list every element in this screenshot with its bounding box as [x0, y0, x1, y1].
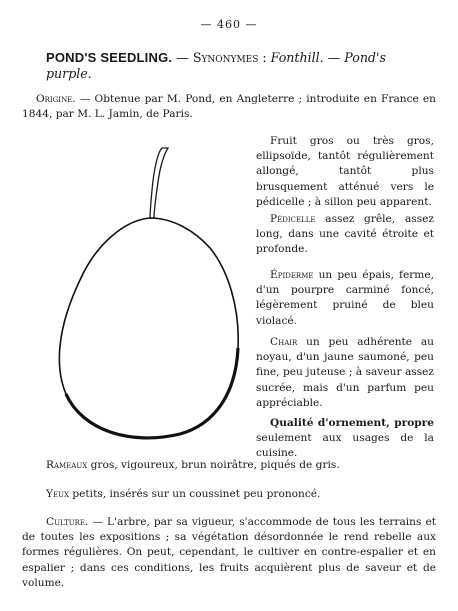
- skin-label: Épiderme: [270, 269, 314, 281]
- variety-heading: [46, 50, 431, 82]
- synonyms-label: — Synonymes :: [176, 50, 267, 65]
- fruit-stem: [150, 148, 168, 218]
- cultivation-text: — L'arbre, par sa vigueur, s'accommode de tous les terrains et de toutes les expositions ; sa végétation désordonnée le rend rebelle aux formes régulières. On peut, cependant, le cultiver en contre-espalier et en espalier ; dans ces conditions, les fruits acquièrent plus de saveur et de volume.: [22, 516, 436, 589]
- buds-paragraph: [46, 487, 436, 502]
- buds-text: petits, insérés sur un coussinet peu prononcé.: [72, 488, 321, 500]
- flesh-text: un peu adhérente au noyau, d'un jaune saumoné, peu fine, peu juteuse ; à saveur assez sucrée, mais d'un parfum peu appréciable.: [256, 336, 434, 409]
- flesh-paragraph: [256, 335, 434, 411]
- page-number: — 460 —: [200, 18, 258, 31]
- quality-label: Qualité d'ornement, propre: [270, 417, 434, 429]
- pedicel-text: assez grêle, assez long, dans une cavité étroite et profonde.: [256, 213, 434, 256]
- fruit-paragraph: Fruit gros ou très gros, ellipsoïde, tantôt régulièrement allongé, tantôt plus brusquement atténué vers le pédicelle ; à sillon peu apparent.: [256, 135, 434, 208]
- cultivation-label: Culture.: [46, 516, 89, 528]
- cultivation-paragraph: [22, 515, 436, 591]
- variety-name: POND'S SEEDLING.: [46, 50, 173, 65]
- origin-label: Origine.: [36, 93, 76, 105]
- quality-text: seulement aux usages de la cuisine.: [256, 432, 434, 460]
- pedicel-paragraph: [256, 212, 434, 258]
- branches-label: Rameaux: [46, 459, 88, 471]
- origin-paragraph: [22, 92, 436, 122]
- fruit-outline: [59, 218, 238, 438]
- flesh-label: Chair: [270, 336, 298, 348]
- plum-illustration: [30, 140, 250, 450]
- pedicel-label: Pédicelle: [270, 213, 316, 225]
- skin-paragraph: [256, 268, 434, 329]
- synonyms: Fonthill. — Pond's purple.: [46, 50, 386, 81]
- buds-label: Yeux: [46, 488, 69, 500]
- skin-text: un peu épais, ferme, d'un pourpre carminé foncé, légèrement pruiné de bleu violacé.: [256, 269, 434, 327]
- quality-paragraph: [256, 416, 434, 462]
- branches-text: gros, vigoureux, brun noirâtre, piqués de gris.: [90, 459, 340, 471]
- origin-text: — Obtenue par M. Pond, en Angleterre ; introduite en France en 1844, par M. L. Jamin, de Paris.: [22, 93, 436, 120]
- branches-paragraph: [46, 458, 436, 473]
